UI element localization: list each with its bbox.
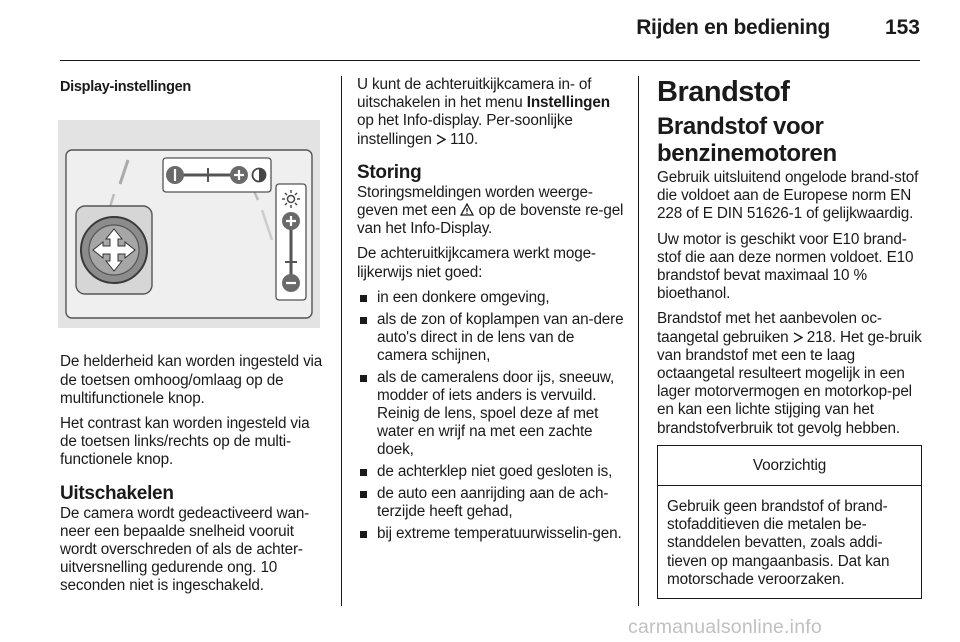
list-item: de achterklep niet goed gesloten is, [357,463,625,481]
watermark: carmanualsonline.info [628,616,822,638]
chapter-subtitle: Brandstof voor benzinemotoren [657,113,837,167]
directional-knob [76,206,152,294]
paragraph: Storingsmeldingen worden weerge-geven met een op de bovenste re-gel van het Info-Display. [357,183,624,238]
header-rule [60,60,920,61]
section-heading: Storing [357,161,422,183]
paragraph: Uw motor is geschikt voor E10 brand-stof die aan deze normen voldoet. E10 brandstof bevat maximaal 10 % bioethanol. [657,230,914,303]
section-heading: Uitschakelen [60,482,174,504]
paragraph: Gebruik uitsluitend ongelode brand-stof die voldoet aan de Europese norm EN 228 of E DIN 51626-1 of gelijkwaardig. [657,169,919,223]
paragraph: De helderheid kan worden ingesteld via de toetsen omhoog/omlaag op de multifunctionele knop. [60,353,323,407]
column-divider [638,76,639,606]
column-1 [60,76,328,603]
plus-icon [230,166,248,184]
paragraph: Het contrast kan worden ingesteld via de toetsen links/rechts op de multi-functionele knop. [60,415,310,469]
menu-name: Instellingen [526,94,610,112]
column-3 [657,76,922,599]
caution-body: Gebruik geen brandstof of brand-stofadditieven die metalen be-standdelen bevatten, zoals addi-tieven op mangaanbasis. Dat kan motorschade veroorzaken. [667,498,890,588]
list-item: bij extreme temperatuurwisselin-gen. [357,525,625,543]
warning-icon [460,203,474,216]
reference-arrow-icon [793,332,803,343]
list-item: in een donkere omgeving, [357,289,625,307]
paragraph: De camera wordt gedeactiveerd wan-neer een bepaalde snelheid vooruit wordt overschreden of als de achter-uitversnelling gedurende ong. 10 seconden niet is ingeschakeld. [60,504,310,595]
paragraph: De achteruitkijkcamera werkt moge-lijkerwijs niet goed: [357,245,596,281]
column-2 [357,76,625,546]
list-item: de auto een aanrijding aan de ach-terzijde heeft gehad, [357,485,625,521]
minus-icon [166,166,184,184]
display-settings-illustration [58,120,320,328]
reference-arrow-icon [436,134,446,145]
paragraph: Brandstof met het aanbevolen oc-taangetal gebruiken 218. Het ge-bruik van brandstof met een te laag octaangetal resulteert mogelijk in een lager motorvermogen en motorkop-pel en kan een lichte stijging van het brandstofverbruik tot gevolg hebben. [657,310,922,437]
column-divider [341,76,342,606]
page-number: 153 [884,16,920,39]
chapter-title: Brandstof [657,76,790,108]
paragraph: U kunt de achteruitkijkcamera in- of uitschakelen in het menu Instellingen op het Info-display. Per-soonlijke instellingen 110. [357,76,610,148]
section-label: Display-instellingen [60,79,191,95]
header-title: Rijden en bediening [636,16,830,39]
bullet-list [357,289,625,543]
list-item: als de zon of koplampen van an-dere auto's direct in de lens van de camera schijnen, [357,311,625,366]
caution-title: Voorzichtig [658,446,921,486]
caution-box [657,445,922,599]
list-item: als de cameralens door ijs, sneeuw, modder of iets anders is vervuild. Reinig de lens, spoel deze af met water en wrijf na met een zachte doek, [357,369,625,460]
